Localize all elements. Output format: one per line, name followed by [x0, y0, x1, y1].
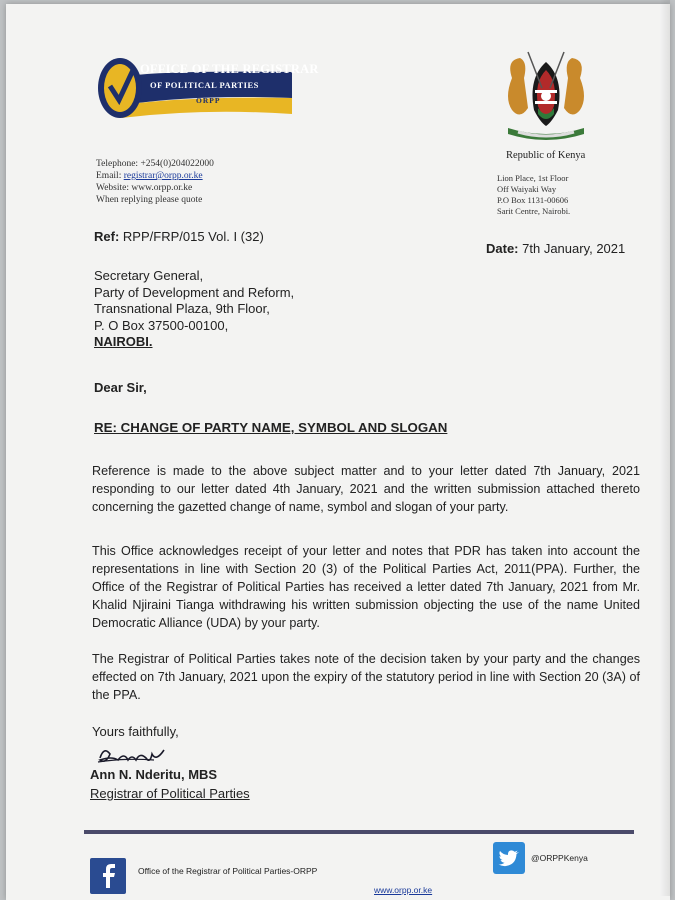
letter-date [486, 241, 625, 256]
footer-website-link[interactable]: www.orpp.or.ke [374, 885, 433, 895]
date-value: 7th January, 2021 [522, 241, 626, 256]
address-line: Lion Place, 1st Floor [497, 173, 569, 183]
signer-title: Registrar of Political Parties [90, 786, 250, 801]
email-line [96, 170, 214, 182]
reply-note: When replying please quote [96, 195, 203, 205]
closing: Yours faithfully, [92, 724, 179, 739]
salutation: Dear Sir, [94, 380, 147, 395]
footer-divider [84, 830, 634, 834]
logo-abbreviation: ORPP [196, 96, 221, 105]
recipient-line: P. O Box 37500-00100, [94, 317, 229, 333]
recipient-line: Party of Development and Reform, [94, 284, 295, 300]
twitter-handle[interactable]: @ORPPKenya [531, 853, 588, 863]
subject-line: RE: CHANGE OF PARTY NAME, SYMBOL AND SLOGAN [94, 420, 448, 435]
recipient-line: Transnational Plaza, 9th Floor, [94, 301, 270, 316]
body-paragraph: This Office acknowledges receipt of your letter and notes that PDR has taken into account the representations in line with Section 20 (3) of the Political Parties Act, 2011(PPA). Further, the Office of the Registrar of Political Parties has received a letter dated 7th January, 2021 from Mr. Khalid Njiraini Tianga withdrawing his written submission objecting the use of the name United Democratic Alliance (UDA) by your party. [92, 544, 640, 630]
facebook-page-link[interactable]: Office of the Registrar of Political Parties-ORPP [138, 866, 318, 876]
recipient-city: NAIROBI. [94, 334, 153, 349]
ref-label: Ref: [94, 229, 120, 244]
twitter-icon[interactable] [493, 842, 525, 874]
ref-value: RPP/FRP/015 Vol. I (32) [122, 229, 264, 244]
recipient-address [94, 268, 294, 351]
date-label: Date: [486, 241, 519, 256]
office-address [497, 173, 570, 217]
recipient-line: Secretary General, [94, 268, 204, 283]
address-line: Off Waiyaki Way [497, 184, 557, 194]
website: Website: www.orpp.or.ke [96, 183, 193, 193]
logo-title: OFFICE OF THE REGISTRAR [140, 62, 319, 76]
coat-of-arms-icon [498, 48, 594, 148]
facebook-icon[interactable] [90, 858, 126, 894]
reference [94, 229, 264, 244]
telephone: Telephone: +254(0)204022000 [96, 159, 214, 169]
page-edge-shadow [660, 0, 670, 896]
contact-details [96, 158, 214, 206]
body-paragraph: The Registrar of Political Parties takes note of the decision taken by your party and the changes effected on 7th January, 2021 upon the expiry of the statutory period in line with Section 20 (3A) of the PPA. [92, 652, 640, 702]
signature-image [94, 742, 184, 768]
logo-subtitle: OF POLITICAL PARTIES [150, 80, 259, 90]
signer-name: Ann N. Nderitu, MBS [90, 767, 218, 782]
body-paragraph: Reference is made to the above subject matter and to your letter dated 7th January, 2021 responding to our letter dated 4th January, 2021 and the written submission attached thereto concerning the gazetted change of name, symbol and slogan of your party. [92, 464, 640, 514]
email-link[interactable]: registrar@orpp.or.ke [123, 171, 203, 181]
country-label: Republic of Kenya [506, 150, 586, 161]
address-line: Sarit Centre, Nairobi. [497, 206, 571, 216]
email-label: Email: [96, 171, 124, 181]
address-line: P.O Box 1131-00606 [497, 195, 569, 205]
